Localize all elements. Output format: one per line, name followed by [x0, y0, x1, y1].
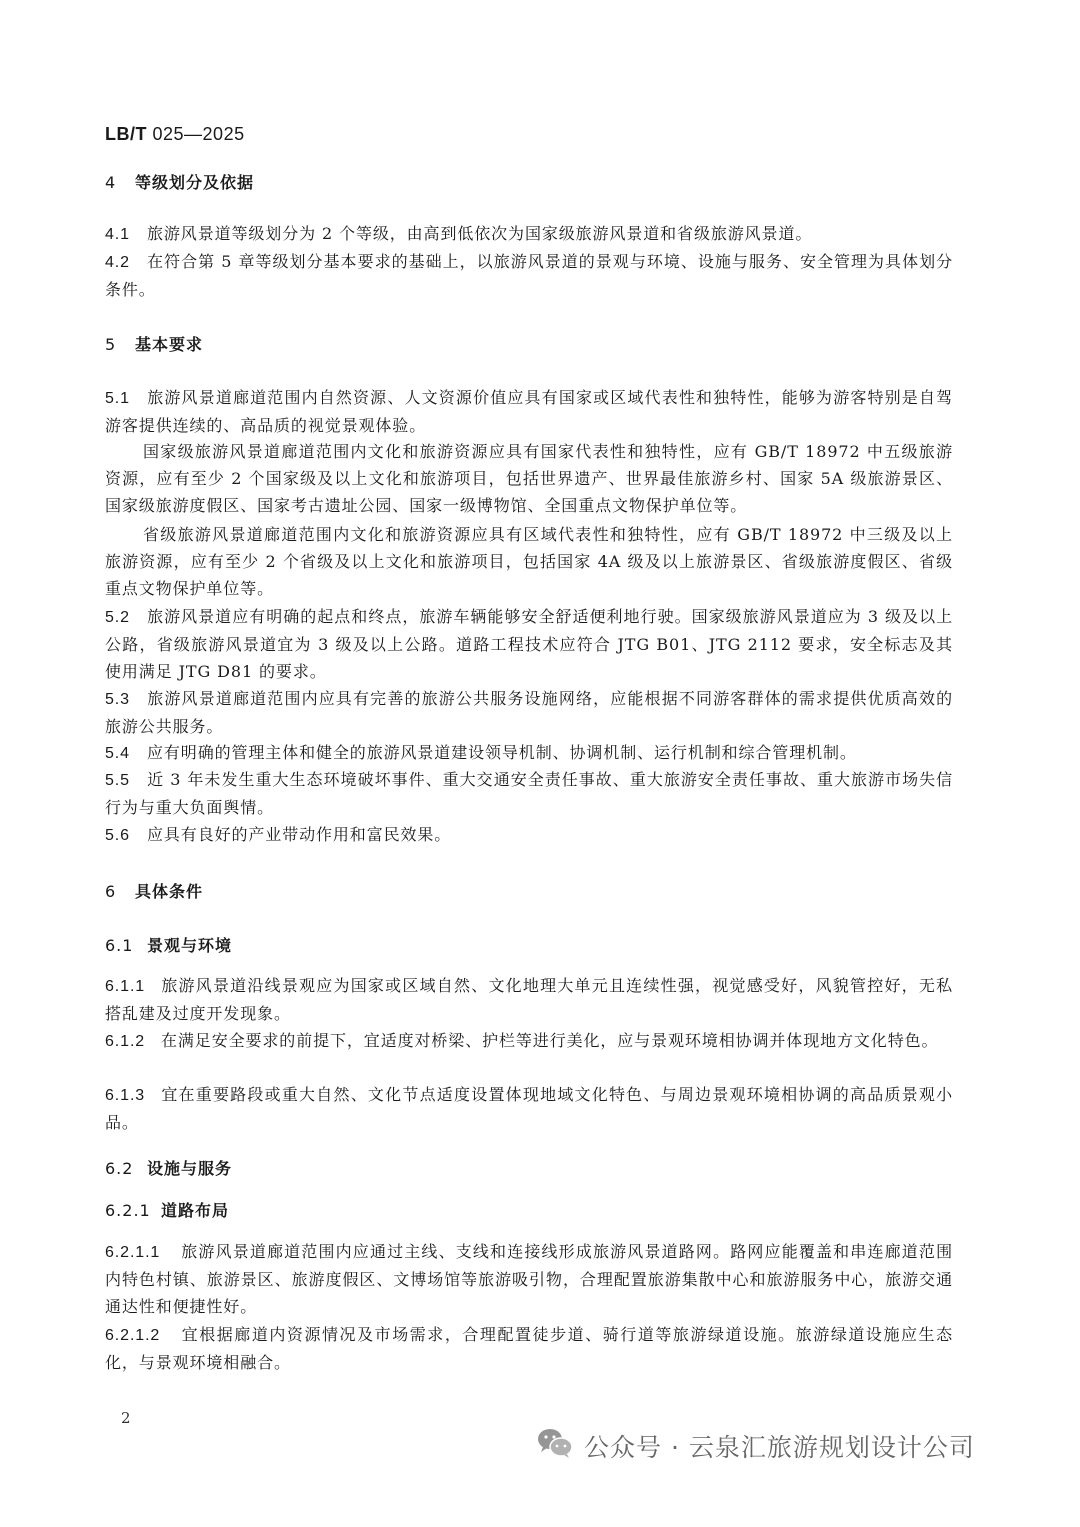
clause-5-1: 5.1 旅游风景道廊道范围内自然资源、人文资源价值应具有国家或区域代表性和独特性，能够为游客特别是自驾游客提供连续的、高品质的视觉景观体验。 [105, 388, 953, 435]
section-6-heading: 6 具体条件 [105, 882, 204, 901]
clause-5-6: 5.6 应具有良好的产业带动作用和富民效果。 [105, 825, 452, 844]
clause-5-4: 5.4 应有明确的管理主体和健全的旅游风景道建设领导机制、协调机制、运行机制和综合管理机制。 [105, 743, 857, 762]
clause-5-3: 5.3 旅游风景道廊道范围内应具有完善的旅游公共服务设施网络，应能根据不同游客群体的需求提供优质高效的旅游公共服务。 [105, 689, 953, 736]
wechat-icon [536, 1426, 584, 1466]
page-number: 2 [121, 1409, 131, 1427]
standard-code: LB/T 025—2025 [105, 124, 245, 144]
section-6-2-heading: 6.2 设施与服务 [105, 1159, 233, 1178]
clause-6-1-1: 6.1.1 旅游风景道沿线景观应为国家或区域自然、文化地理大单元且连续性强，视觉感受好，风貌管控好，无私搭乱建及过度开发现象。 [105, 976, 953, 1023]
clause-6-2-1-1: 6.2.1.1 旅游风景道廊道范围内应通过主线、支线和连接线形成旅游风景道路网。路网应能覆盖和串连廊道范围内特色村镇、旅游景区、旅游度假区、文博场馆等旅游吸引物，合理配置旅游集散中心和旅游服务中心，旅游交通通达性和便捷性好。 [105, 1242, 953, 1316]
section-6-2-1-heading: 6.2.1 道路布局 [105, 1201, 230, 1220]
clause-4-2: 4.2 在符合第 5 章等级划分基本要求的基础上，以旅游风景道的景观与环境、设施与服务、安全管理为具体划分条件。 [105, 252, 953, 299]
section-6-1-heading: 6.1 景观与环境 [105, 936, 233, 955]
clause-6-1-2: 6.1.2 在满足安全要求的前提下，宜适度对桥梁、护栏等进行美化，应与景观环境相协调并体现地方文化特色。 [105, 1031, 939, 1050]
clause-5-5: 5.5 近 3 年未发生重大生态环境破坏事件、重大交通安全责任事故、重大旅游安全责任事故、重大旅游市场失信行为与重大负面舆情。 [105, 770, 953, 817]
clause-5-2: 5.2 旅游风景道应有明确的起点和终点，旅游车辆能够安全舒适便利地行驶。国家级旅游风景道应为 3 级及以上公路，省级旅游风景道宜为 3 级及以上公路。道路工程技术应符合 JTG B01、JTG 2112 要求，安全标志及其使用满足 JTG D81 的要求。 [105, 607, 953, 681]
clause-5-1-national: 国家级旅游风景道廊道范围内文化和旅游资源应具有国家代表性和独特性，应有 GB/T 18972 中五级旅游资源，应有至少 2 个国家级及以上文化和旅游项目，包括世界遗产、世界最佳旅游乡村、国家 5A 级旅游景区、国家级旅游度假区、国家考古遗址公园、国家一级博物馆、全国重点文物保护单位等。 [105, 442, 953, 515]
watermark: 公众号 · 云泉汇旅游规划设计公司 [536, 1428, 975, 1464]
clause-6-1-3: 6.1.3 宜在重要路段或重大自然、文化节点适度设置体现地域文化特色、与周边景观环境相协调的高品质景观小品。 [105, 1085, 953, 1132]
clause-5-1-provincial: 省级旅游风景道廊道范围内文化和旅游资源应具有区域代表性和独特性，应有 GB/T 18972 中三级及以上旅游资源，应有至少 2 个省级及以上文化和旅游项目，包括国家 4A 级及以上旅游景区、省级旅游度假区、省级重点文物保护单位等。 [105, 525, 953, 598]
section-4-heading: 4 等级划分及依据 [105, 173, 255, 192]
section-5-heading: 5 基本要求 [105, 335, 204, 354]
clause-4-1: 4.1 旅游风景道等级划分为 2 个等级，由高到低依次为国家级旅游风景道和省级旅游风景道。 [105, 224, 813, 243]
clause-6-2-1-2: 6.2.1.2 宜根据廊道内资源情况及市场需求，合理配置徒步道、骑行道等旅游绿道设施。旅游绿道设施应生态化，与景观环境相融合。 [105, 1325, 953, 1372]
